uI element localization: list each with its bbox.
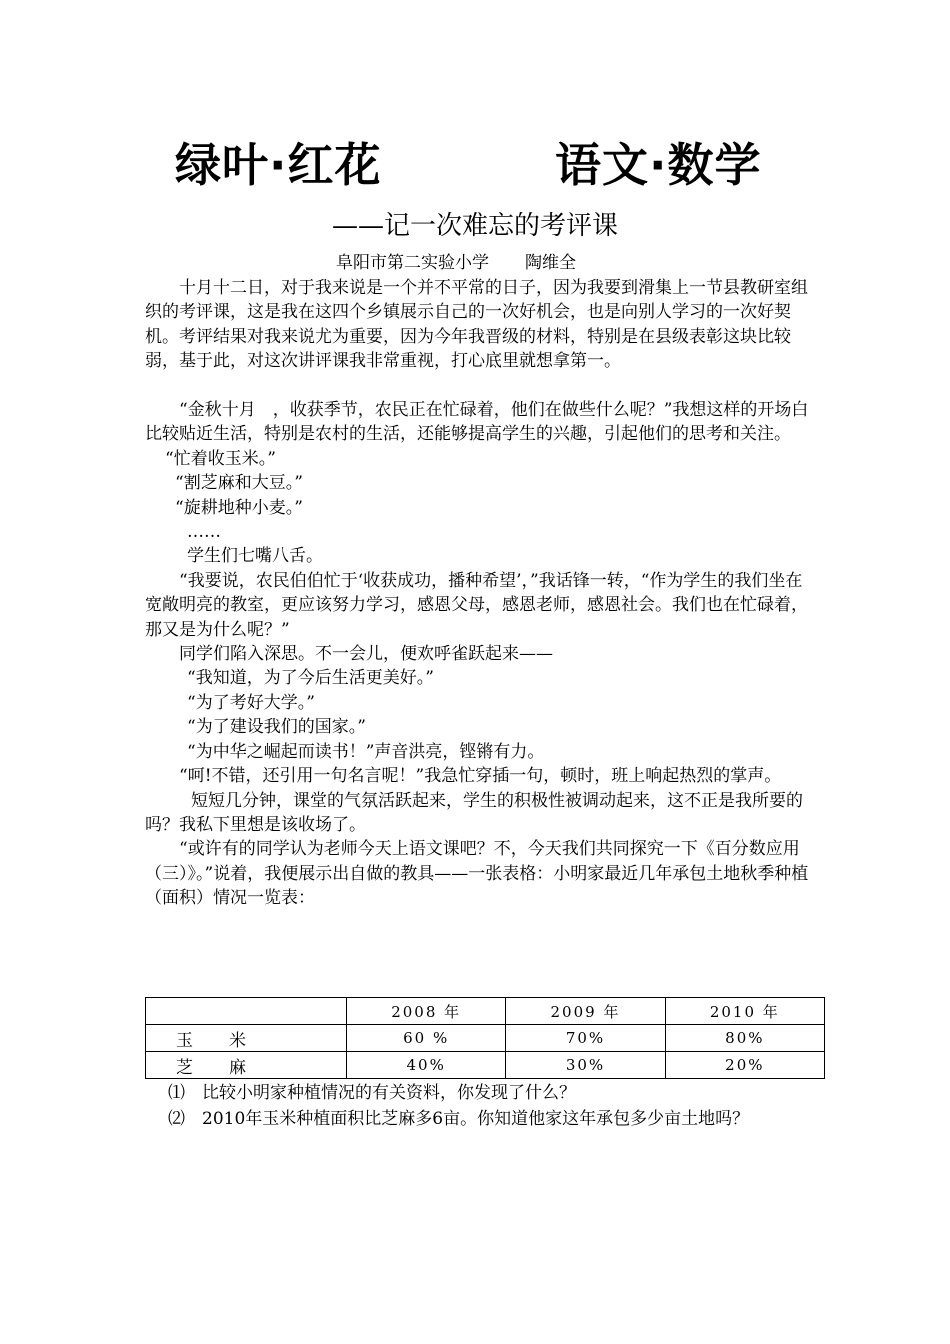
planting-table	[145, 997, 825, 1079]
paragraph: “金秋十月 ，收获季节，农民正在忙碌着，他们在做些什么呢？”我想这样的开场白比较贴近生活，特别是农村的生活，还能够提高学生的兴趣，引起他们的思考和关注。	[145, 400, 809, 445]
table-header-cell: 2010 年	[665, 998, 824, 1025]
dialogue-line: “为了建设我们的国家。”	[187, 717, 366, 738]
author-name: 陶维全	[525, 253, 576, 273]
dialogue-line: “为了考好大学。”	[187, 692, 315, 713]
table-cell: 60 %	[347, 1025, 506, 1052]
blank-line	[145, 374, 810, 398]
table-header-cell: 2009 年	[506, 998, 665, 1025]
table-header-cell	[146, 998, 347, 1025]
paragraph: “或许有的同学认为老师今天上语文课吧？不，今天我们共同探究一下《百分数应用（三）》。”说着，我便展示出自做的教具——一张表格：小明家最近几年承包土地秋季种植（面积）情况一览表：	[145, 839, 809, 909]
paragraph: 同学们陷入深思。不一会儿，便欢呼雀跃起来——	[179, 644, 553, 665]
row-label: 芝麻	[146, 1052, 347, 1079]
table-row	[146, 1025, 825, 1052]
dialogue-line: “割芝麻和大豆。”	[175, 473, 303, 494]
paragraph: 学生们七嘴八舌。	[187, 546, 323, 567]
dialogue-line: “为中华之崛起而读书！”声音洪亮，铿锵有力。	[187, 741, 545, 762]
table-header-cell: 2008 年	[347, 998, 506, 1025]
ellipsis-line: ……	[187, 522, 221, 543]
question-item: ⑴ 比较小明家种植情况的有关资料，你发现了什么？	[168, 1083, 576, 1103]
page-subtitle: ——记一次难忘的考评课	[331, 211, 618, 241]
dialogue-line: “旋耕地种小麦。”	[175, 497, 303, 518]
paragraph: “呵!不错，还引用一句名言呢！”我急忙穿插一句，顿时，班上响起热烈的掌声。	[179, 766, 782, 787]
article-body	[145, 276, 810, 911]
dialogue-line: “我知道，为了今后生活更美好。”	[187, 668, 434, 689]
table-cell: 40%	[347, 1052, 506, 1079]
page-title	[0, 130, 950, 200]
table-cell: 80%	[665, 1025, 824, 1052]
table-cell: 30%	[506, 1052, 665, 1079]
table-header-row	[146, 998, 825, 1025]
row-label: 玉米	[146, 1025, 347, 1052]
title-left: 绿叶·红花	[175, 138, 382, 192]
table-row	[146, 1052, 825, 1079]
question-list	[168, 1080, 808, 1132]
question-item: ⑵ 2010年玉米种植面积比芝麻多6亩。你知道他家这年承包多少亩土地吗？	[168, 1109, 750, 1129]
author-school: 阜阳市第二实验小学	[336, 253, 489, 273]
paragraph: 短短几分钟，课堂的气氛活跃起来，学生的积极性被调动起来，这不正是我所要的吗？我私下里想是该收场了。	[145, 790, 803, 835]
paragraph: 十月十二日，对于我来说是一个并不平常的日子，因为我要到滑集上一节县教研室组织的考评课，这是我在这四个乡镇展示自己的一次好机会，也是向别人学习的一次好契机。考评结果对我来说尤为重要，因为今年我晋级的材料，特别是在县级表彰这块比较弱，基于此，对这次讲评课我非常重视，打心底里就想拿第一。	[145, 278, 808, 372]
table-cell: 20%	[665, 1052, 824, 1079]
dialogue-line: “忙着收玉米。”	[165, 448, 276, 469]
table-cell: 70%	[506, 1025, 665, 1052]
byline	[336, 251, 576, 275]
paragraph: “我要说，农民伯伯忙于‘收获成功，播种希望’，”我话锋一转，“作为学生的我们坐在宽敞明亮的教室，更应该努力学习，感恩父母，感恩老师，感恩社会。我们也在忙碌着，那又是为什么呢？”	[145, 570, 808, 640]
title-right: 语文·数学	[555, 138, 762, 192]
